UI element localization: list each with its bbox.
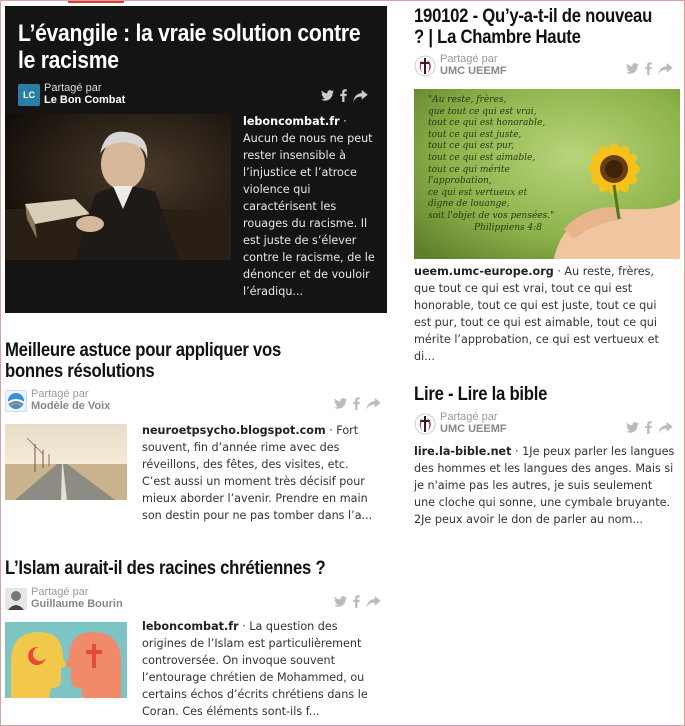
twitter-icon[interactable] <box>626 422 639 433</box>
cross-flame-logo-icon <box>414 413 436 435</box>
share-icon[interactable] <box>353 90 368 102</box>
share-icon[interactable] <box>366 596 381 608</box>
twitter-icon[interactable] <box>626 63 639 74</box>
excerpt-text: · 1Je peux parler les langues des hommes et les langues des anges. Mais si je n'aime pas les autres, je suis seulement une cloche qui sonne, une cymbale bruyante. 2Je peux avoir le don de parler au nom... <box>414 445 675 526</box>
article-thumbnail[interactable] <box>5 114 231 260</box>
person-avatar-icon <box>5 588 27 610</box>
article-source[interactable]: ueem.umc-europe.org <box>414 265 554 278</box>
social-actions <box>626 421 673 434</box>
card-title[interactable]: Lire - Lire la bible <box>414 384 548 405</box>
article-thumbnail[interactable] <box>5 622 127 698</box>
twitter-icon[interactable] <box>334 398 347 409</box>
shared-by <box>414 411 507 436</box>
feed-card-islam[interactable] <box>5 558 387 724</box>
excerpt-text: · La question des origines de l’Islam est particulièrement controversée. On invoque souvent l’entourage chrétien de Mohammed, ou certains échos d’écrits chrétiens dans le Coran. Ces éléments sont-ils f... <box>142 620 368 718</box>
card-title[interactable]: L’Islam aurait-il des racines chrétiennes ? <box>5 558 326 579</box>
shared-by-label: Partagé par <box>440 411 498 423</box>
shared-by-label: Partagé par <box>31 586 89 598</box>
social-actions <box>334 595 381 608</box>
article-source[interactable]: leboncombat.fr <box>142 620 239 633</box>
author-avatar[interactable] <box>414 413 436 435</box>
facebook-icon[interactable] <box>645 421 652 434</box>
shared-by <box>5 586 123 611</box>
excerpt-text: · Fort souvent, fin d’année rime avec des réveillons, des fêtes, des visites, etc. C’est aussi un moment très décisif pour mieux aborder l’avenir. Prendre en main son destin pour ne pas tomber dans l’a... <box>142 424 373 522</box>
twitter-icon[interactable] <box>334 596 347 607</box>
author-name[interactable]: UMC UEEMF <box>440 423 507 435</box>
share-icon[interactable] <box>366 398 381 410</box>
article-excerpt[interactable] <box>414 263 676 365</box>
card-title[interactable]: 190102 - Qu’y-a-t-il de nouveau ? | La Chambre Haute <box>414 6 653 48</box>
share-icon[interactable] <box>658 422 673 434</box>
cross-flame-logo-icon <box>414 55 436 77</box>
feed-card-evangile[interactable] <box>5 6 387 313</box>
shared-by-label: Partagé par <box>44 82 102 94</box>
author-name[interactable]: Modèle de Voix <box>31 400 111 412</box>
card-title[interactable]: L’évangile : la vraie solution contre le racisme <box>18 20 361 74</box>
author-avatar[interactable] <box>414 55 436 77</box>
shared-by <box>414 53 507 78</box>
shared-by <box>18 82 125 107</box>
share-icon[interactable] <box>658 63 673 75</box>
social-actions <box>321 89 368 102</box>
shared-by-label: Partagé par <box>440 53 498 65</box>
card-title[interactable]: Meilleure astuce pour appliquer vos bonnes résolutions <box>5 340 282 382</box>
article-thumbnail[interactable] <box>5 424 127 500</box>
article-thumbnail[interactable] <box>414 89 680 259</box>
facebook-icon[interactable] <box>340 89 347 102</box>
excerpt-text: · Au reste, frères, que tout ce qui est vrai, tout ce qui est honorable, tout ce qui est juste, tout ce qui est pur, tout ce qui est aimable, tout ce qui mérite l’approbation, ce qui est vertueux et di... <box>414 265 659 363</box>
feed-card-resolutions[interactable] <box>5 340 387 530</box>
shared-by-label: Partagé par <box>31 388 89 400</box>
feed-card-bible[interactable] <box>414 384 680 534</box>
article-excerpt[interactable] <box>142 422 377 524</box>
two-heads-image <box>5 622 127 698</box>
article-excerpt[interactable] <box>142 618 382 720</box>
author-name[interactable]: Guillaume Bourin <box>31 598 123 610</box>
social-actions <box>626 62 673 75</box>
twitter-icon[interactable] <box>321 90 334 101</box>
facebook-icon[interactable] <box>353 397 360 410</box>
article-source[interactable]: lire.la-bible.net <box>414 445 512 458</box>
portrait-image <box>5 114 231 260</box>
shared-by <box>5 388 110 413</box>
author-avatar[interactable] <box>5 588 27 610</box>
feed-card-chambre-haute[interactable] <box>414 6 680 363</box>
article-source[interactable]: leboncombat.fr <box>243 115 340 128</box>
author-avatar[interactable] <box>18 84 40 106</box>
article-excerpt[interactable] <box>414 443 676 528</box>
article-excerpt[interactable] <box>243 113 377 300</box>
lbc-logo-text: LC <box>23 89 35 100</box>
road-image <box>5 424 127 500</box>
excerpt-text: · Aucun de nous ne peut rester insensible à l’injustice et l’atroce violence qui caractérisent les rouages du racisme. Il est juste de s’élever contre le racisme, de le dénoncer et de vouloir l’éradiqu... <box>243 115 375 298</box>
image-verse-text: "Au reste, frères, que tout ce qui est vrai, tout ce qui est honorable, tout ce qui est juste, tout ce qui est pur, tout ce qui est aimable, tout ce qui mérite l'approbation, ce qui est vertueux et digne de louange, soit l'objet de vos pensées." Philippiens 4:8 <box>428 95 555 233</box>
author-name[interactable]: UMC UEEMF <box>440 65 507 77</box>
article-source[interactable]: neuroetpsycho.blogspot.com <box>142 424 326 437</box>
author-name[interactable]: Le Bon Combat <box>44 94 126 106</box>
social-actions <box>334 397 381 410</box>
author-avatar[interactable] <box>5 390 27 412</box>
facebook-icon[interactable] <box>645 62 652 75</box>
facebook-icon[interactable] <box>353 595 360 608</box>
globe-logo-icon <box>6 391 26 411</box>
top-accent-bar <box>68 0 124 3</box>
